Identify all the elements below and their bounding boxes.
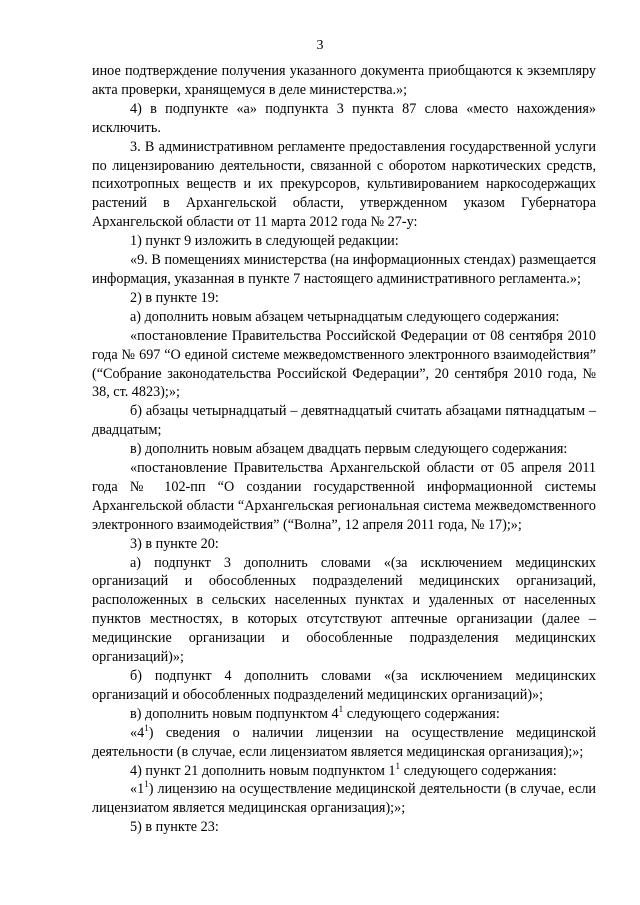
paragraph: б) подпункт 4 дополнить словами «(за исключением медицинских организаций и обособленных подразделений медицинских организаций)»; [92, 668, 596, 703]
superscript: 1 [395, 760, 401, 771]
superscript: 1 [144, 722, 149, 733]
paragraph-text-after: следующего содержания: [400, 762, 557, 779]
paragraph: иное подтверждение получения указанного документа приобщаются к экземпляру акта проверки, хранящемуся в деле министерства.»; [92, 63, 596, 98]
paragraph [92, 762, 596, 781]
paragraph-text-before: в) дополнить новым подпунктом 4 [130, 705, 339, 722]
paragraph-text-after: ) сведения о наличии лицензии на осуществление медицинской деятельности (в случае, если лицензиатом является медицинская организация);»; [92, 724, 596, 760]
paragraph: 5) в пункте 23: [130, 819, 219, 836]
paragraph-text-before: 4) пункт 21 дополнить новым подпунктом 1 [130, 762, 396, 779]
paragraph: а) дополнить новым абзацем четырнадцатым следующего содержания: [130, 308, 560, 325]
paragraph: «9. В помещениях министерства (на информационных стендах) размещается информация, указанная в пункте 7 настоящего административного регламента.»; [92, 252, 596, 287]
paragraph: 3) в пункте 20: [130, 535, 219, 552]
superscript: 1 [338, 703, 344, 714]
page-number: 3 [316, 38, 324, 53]
paragraph [92, 705, 596, 724]
paragraph [92, 724, 596, 762]
superscript: 1 [144, 779, 149, 790]
paragraph: 2) в пункте 19: [130, 289, 219, 306]
paragraph: в) дополнить новым абзацем двадцать первым следующего содержания: [130, 441, 568, 458]
paragraph: 1) пункт 9 изложить в следующей редакции: [130, 233, 399, 250]
paragraph: «постановление Правительства Российской Федерации от 08 сентября 2010 года № 697 “О единой системе межведомственного электронного взаимодействия” (“Собрание законодательства Российской Федерации”, 20 сентября 2010 года, № 38, ст. 4823);»; [92, 327, 596, 401]
paragraph: а) подпункт 3 дополнить словами «(за исключением медицинских организаций и обособленных подразделений медицинских организаций, расположенных в сельских населенных пунктах и удаленных от населенных пунктов местностях, в которых отсутствуют аптечные организации (далее – медицинские организации и обособленные подразделения медицинских организаций)»; [92, 554, 596, 666]
paragraph-text-after: следующего содержания: [343, 705, 500, 722]
paragraph: 4) в подпункте «а» подпункта 3 пункта 87 слова «место нахождения» исключить. [92, 100, 596, 136]
paragraph [92, 780, 596, 818]
document-body [92, 62, 596, 837]
paragraph-text-before: «1 [130, 781, 145, 798]
paragraph: «постановление Правительства Архангельской области от 05 апреля 2011 года № 102-пп “О создании государственной информационной системы Архангельской области “Архангельская региональная система межведомственного электронного взаимодействия” (“Волна”, 12 апреля 2011 года, № 17);»; [92, 460, 596, 533]
paragraph: 3. В административном регламенте предоставления государственной услуги по лицензированию деятельности, связанной с оборотом наркотических средств, психотропных веществ и их прекурсоров, культивированием наркосодержащих растений в Архангельской области, утвержденном указом Губернатора Архангельской области от 11 марта 2012 года № 27-у: [92, 138, 596, 231]
paragraph-text-before: «4 [130, 724, 145, 741]
paragraph-text-after: ) лицензию на осуществление медицинской деятельности (в случае, если лицензиатом является медицинская организация);»; [92, 781, 596, 817]
paragraph: б) абзацы четырнадцатый – девятнадцатый считать абзацами пятнадцатым – двадцатым; [92, 403, 596, 439]
